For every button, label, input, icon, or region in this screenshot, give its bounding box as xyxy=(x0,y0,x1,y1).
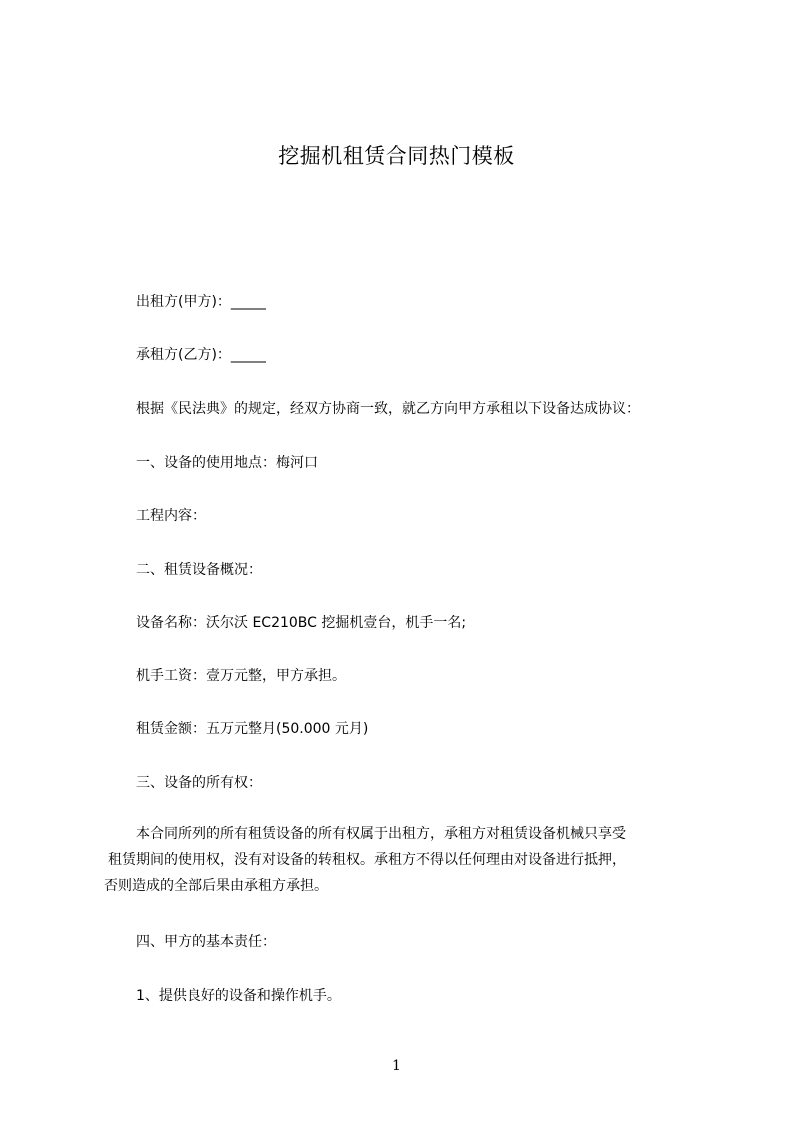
project-content-line: 工程内容： xyxy=(136,508,206,524)
ownership-paragraph-line: 否则造成的全部后果由承租方承担。 xyxy=(104,878,328,894)
section-1-location: 一、设备的使用地点：梅河口 xyxy=(136,455,318,471)
page-number: 1 xyxy=(392,1058,401,1074)
rental-amount-line: 租赁金额：五万元整月(50.000 元月) xyxy=(136,721,369,737)
lessor-line: 出租方(甲方)：_____ xyxy=(136,294,266,310)
section-3-heading: 三、设备的所有权： xyxy=(136,775,262,791)
preamble-line: 根据《民法典》的规定，经双方协商一致，就乙方向甲方承租以下设备达成协议： xyxy=(136,401,640,417)
ownership-paragraph-line: 本合同所列的所有租赁设备的所有权属于出租方，承租方对租赁设备机械只享受 xyxy=(136,826,626,842)
lessor-duty-1-line: 1、提供良好的设备和操作机手。 xyxy=(136,988,341,1004)
lessee-line: 承租方(乙方)：_____ xyxy=(136,347,266,363)
document-title: 挖掘机租赁合同热门模板 xyxy=(278,144,515,168)
section-2-heading: 二、租赁设备概况： xyxy=(136,562,262,578)
ownership-paragraph xyxy=(104,821,704,899)
section-4-heading: 四、甲方的基本责任： xyxy=(136,934,276,950)
ownership-paragraph-line: 租赁期间的使用权，没有对设备的转租权。承租方不得以任何理由对设备进行抵押， xyxy=(108,852,626,868)
equipment-name-line: 设备名称：沃尔沃 EC210BC 挖掘机壹台，机手一名; xyxy=(136,615,467,631)
operator-wage-line: 机手工资：壹万元整，甲方承担。 xyxy=(136,668,346,684)
